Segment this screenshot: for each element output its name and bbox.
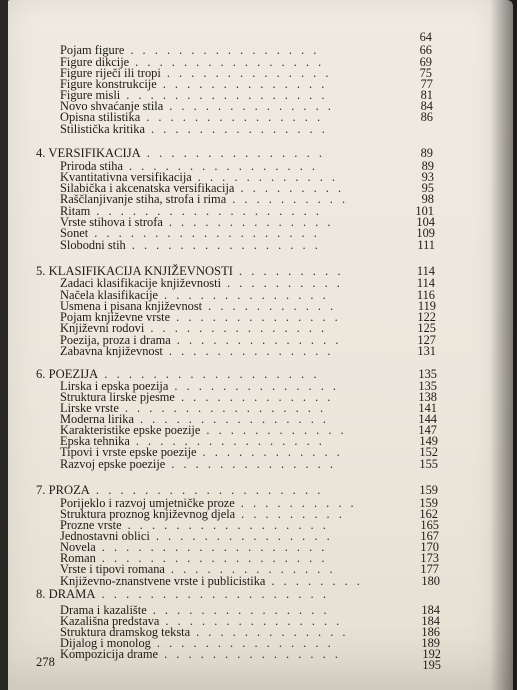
entry-title: Jednostavni oblici xyxy=(60,529,150,543)
entry-title: Lirska i epska poezija xyxy=(60,379,169,393)
entry-title: Vrste stihova i strofa xyxy=(60,215,163,229)
entry-page-number: 93 xyxy=(421,170,434,184)
entry-title: Figure konstrukcije xyxy=(60,77,157,91)
leader-dots: . . . . . . . . . . . . . . . . . . . xyxy=(101,540,328,554)
entry-title: Silabička i akcenatska versifikacija xyxy=(60,181,235,195)
leader-dots: . . . . . . . . . xyxy=(238,264,344,278)
toc-entry xyxy=(60,344,334,358)
entry-page-number: 109 xyxy=(416,226,435,240)
leader-dots: . . . . . . . . . . . . . . . xyxy=(152,603,330,617)
leader-dots: . . . . . . . . . . . . . . . . . . . xyxy=(101,551,328,565)
entry-title: Razvoj epske poezije xyxy=(60,457,166,471)
toc-entry xyxy=(60,122,328,136)
leader-dots: . . . . . . . . . . xyxy=(240,496,357,510)
leader-dots: . . . . . . . . . . . . . . xyxy=(168,344,334,358)
leader-dots: . . . . . . . . . . . . . . . xyxy=(156,636,334,650)
entry-title: Poezija, proza i drama xyxy=(60,333,171,347)
leader-dots: . . . . . . . . . . . . . . . xyxy=(164,647,341,661)
leader-dots: . . . . . . . . . . . . . . . xyxy=(155,529,333,543)
leader-dots: . . . . . . . . . . . . . . xyxy=(171,457,336,471)
entry-page-number: 75 xyxy=(419,66,432,80)
leader-dots: . . . . . . . . . . . . . . . . . . . xyxy=(101,587,329,601)
entry-page-number: 170 xyxy=(420,540,439,554)
page-folio: 278 xyxy=(36,655,55,669)
entry-title: Struktura proznog književnog djela xyxy=(60,507,236,521)
entry-page-number: 186 xyxy=(421,625,440,639)
entry-page-number: 98 xyxy=(421,192,434,206)
entry-page-number: 84 xyxy=(420,99,433,113)
leader-dots: . . . . . . . . . . . . . . . . . xyxy=(127,518,329,532)
entry-title: Roman xyxy=(60,551,96,565)
entry-page-number: 147 xyxy=(418,423,437,437)
leader-dots: . . . . . . . . . . . xyxy=(208,299,337,313)
entry-page-number: 89 xyxy=(421,159,434,173)
entry-title: Usmena i pisana književnost xyxy=(60,299,203,313)
entry-title: Književni rodovi xyxy=(60,321,145,335)
leader-dots: . . . . . . . . . . . . xyxy=(197,170,339,184)
entry-title: Načela klasifikacije xyxy=(60,288,159,302)
leader-dots: . . . . . . . . . . . . . . xyxy=(174,379,340,393)
leader-dots: . . . . . . . . . . . . . . xyxy=(176,310,341,324)
entry-title: Književno-znanstvene vrste i publicistika xyxy=(60,574,266,588)
entry-page-number: 125 xyxy=(417,321,436,335)
entry-title: Epska tehnika xyxy=(60,434,130,448)
entry-title: Stilistička kritika xyxy=(60,122,146,136)
leader-dots: . . . . . . . . . . xyxy=(232,192,349,206)
entry-title: Struktura dramskog teksta xyxy=(60,625,191,639)
entry-page-number: 116 xyxy=(416,288,435,302)
leader-dots: . . . . . . . . . . . . . xyxy=(196,625,349,639)
entry-page-number: 165 xyxy=(420,518,439,532)
entry-title: Novo shvaćanje stila xyxy=(60,99,164,113)
entry-page-number: 155 xyxy=(419,457,438,471)
entry-page-number: 127 xyxy=(417,333,436,347)
leader-dots: . . . . . . . . . . . . . . . . xyxy=(135,434,325,448)
entry-page-number: 192 xyxy=(422,647,441,661)
entry-page-number: 195 xyxy=(422,658,441,672)
leader-dots: . . . . . . . . . . . . . . . xyxy=(146,110,324,124)
entry-title: Ritam xyxy=(60,204,91,218)
entry-title: Lirske vrste xyxy=(60,401,119,415)
leader-dots: . . . . . . . . . . . . . . xyxy=(170,562,336,576)
chapter-heading xyxy=(36,587,329,601)
entry-page-number: 162 xyxy=(419,507,438,521)
entry-page-number: 77 xyxy=(420,77,433,91)
entry-page-number: 184 xyxy=(421,614,440,628)
leader-dots: . . . . . . . . . . . . xyxy=(202,445,343,459)
entry-page-number: 131 xyxy=(417,344,436,358)
entry-page-number: 104 xyxy=(416,215,435,229)
entry-title: Pojam figure xyxy=(60,43,125,57)
entry-title: 6. POEZIJA xyxy=(36,367,99,381)
leader-dots: . . . . . . . . xyxy=(271,574,363,588)
leader-dots: . . . . . . . . . . . . . . . . . xyxy=(126,88,328,102)
leader-dots: . . . . . . . . . . . . . . . . . . . xyxy=(95,483,324,497)
page-number-top: 64 xyxy=(419,30,432,44)
entry-page-number: 138 xyxy=(418,390,437,404)
entry-page-number: 184 xyxy=(421,603,440,617)
entry-title: Opisna stilistika xyxy=(60,110,141,124)
entry-title: Priroda stiha xyxy=(60,159,123,173)
entry-title: Zadaci klasifikacije književnosti xyxy=(60,276,222,290)
leader-dots: . . . . . . . . . . . . . . . . xyxy=(130,43,320,57)
entry-title: Porijeklo i razvoj umjetničke proze xyxy=(60,496,235,510)
entry-page-number: 159 xyxy=(419,496,438,510)
entry-title: Zabavna književnost xyxy=(60,344,163,358)
entry-title: Figure riječi ili tropi xyxy=(60,66,161,80)
leader-dots: . . . . . . . . . xyxy=(241,507,345,521)
entry-title: Moderna lirika xyxy=(60,412,134,426)
entry-page-number: 89 xyxy=(420,146,433,160)
leader-dots: . . . . . . . . . . . . xyxy=(206,423,347,437)
entry-page-number: 144 xyxy=(418,412,437,426)
entry-page-number: 119 xyxy=(417,299,436,313)
entry-title: Pojam književne vrste xyxy=(60,310,171,324)
toc-entry xyxy=(60,238,321,252)
entry-page-number: 177 xyxy=(420,562,439,576)
entry-title: Slobodni stih xyxy=(60,238,126,252)
entry-page-number: 101 xyxy=(415,204,434,218)
entry-title: Prozne vrste xyxy=(60,518,122,532)
leader-dots: . . . . . . . . . . . . . . . xyxy=(165,614,343,628)
entry-title: Figure dikcije xyxy=(60,55,130,69)
entry-page-number: 122 xyxy=(417,310,436,324)
entry-title: Vrste i tipovi romana xyxy=(60,562,165,576)
leader-dots: . . . . . . . . . . . . . . xyxy=(166,66,332,80)
leader-dots: . . . . . . . . . . . . . . . . . . . xyxy=(96,204,322,218)
entry-title: Drama i kazalište xyxy=(60,603,147,617)
entry-page-number: 149 xyxy=(419,434,438,448)
leader-dots: . . . . . . . . . . . . . . . xyxy=(150,321,328,335)
entry-page-number: 114 xyxy=(416,264,435,278)
entry-page-number: 159 xyxy=(419,483,438,497)
entry-title: Figure misli xyxy=(60,88,121,102)
entry-page-number: 141 xyxy=(418,401,437,415)
entry-title: Dijalog i monolog xyxy=(60,636,151,650)
entry-title: Sonet xyxy=(60,226,89,240)
leader-dots: . . . . . . . . . . xyxy=(227,276,343,290)
leader-dots: . . . . . . . . . . . . . . . . xyxy=(139,412,330,426)
entry-title: 4. VERSIFIKACIJA xyxy=(36,146,141,160)
entry-page-number: 95 xyxy=(421,181,434,195)
entry-page-number: 189 xyxy=(421,636,440,650)
leader-dots: . . . . . . . . . . . . . . xyxy=(168,215,334,229)
entry-title: 7. PROZA xyxy=(36,483,90,497)
leader-dots: . . . . . . . . . . . . . . xyxy=(164,288,329,302)
entry-title: 8. DRAMA xyxy=(36,587,96,601)
toc-entry xyxy=(60,647,341,661)
leader-dots: . . . . . . . . . . . . . . . . xyxy=(131,238,321,252)
entry-page-number: 66 xyxy=(419,43,432,57)
leader-dots: . . . . . . . . . . . . . . . . . xyxy=(124,401,327,415)
leader-dots: . . . . . . . . . . . . . . xyxy=(169,99,334,113)
entry-title: 5. KLASIFIKACIJA KNJIŽEVNOSTI xyxy=(36,264,233,278)
entry-page-number: 135 xyxy=(418,379,437,393)
entry-page-number: 69 xyxy=(419,55,432,69)
leader-dots: . . . . . . . . . . . . . . . xyxy=(146,146,326,160)
entry-page-number: 152 xyxy=(419,445,438,459)
leader-dots: . . . . . . . . . . . . . . xyxy=(162,77,328,91)
leader-dots: . . . . . . . . . . . . . xyxy=(180,390,334,404)
entry-title: Kompozicija drame xyxy=(60,647,159,661)
entry-page-number: 135 xyxy=(418,367,437,381)
leader-dots: . . . . . . . . . . . . . . xyxy=(176,333,342,347)
entry-title: Kazališna predstava xyxy=(60,614,160,628)
leader-dots: . . . . . . . . . xyxy=(240,181,345,195)
entry-page-number: 167 xyxy=(420,529,439,543)
entry-page-number: 173 xyxy=(420,551,439,565)
entry-title: Struktura lirske pjesme xyxy=(60,390,175,404)
entry-page-number: 111 xyxy=(417,238,435,252)
entry-title: Novela xyxy=(60,540,96,554)
leader-dots: . . . . . . . . . . . . . . . . . . . xyxy=(94,226,320,240)
entry-page-number: 86 xyxy=(420,110,433,124)
leader-dots: . . . . . . . . . . . . . . . xyxy=(151,122,328,136)
entry-title: Karakteristike epske poezije xyxy=(60,423,201,437)
toc-entry xyxy=(60,457,336,471)
leader-dots: . . . . . . . . . . . . . . . . xyxy=(128,159,319,173)
leader-dots: . . . . . . . . . . . . . . . . xyxy=(135,55,325,69)
entry-page-number: 114 xyxy=(416,276,435,290)
entry-title: Raščlanjivanje stiha, strofa i rima xyxy=(60,192,227,206)
entry-page-number: 81 xyxy=(420,88,433,102)
leader-dots: . . . . . . . . . . . . . . . . . . xyxy=(104,367,320,381)
entry-title: Tipovi i vrste epske poezije xyxy=(60,445,197,459)
entry-title: Kvantitativna versifikacija xyxy=(60,170,192,184)
entry-page-number: 180 xyxy=(421,574,440,588)
